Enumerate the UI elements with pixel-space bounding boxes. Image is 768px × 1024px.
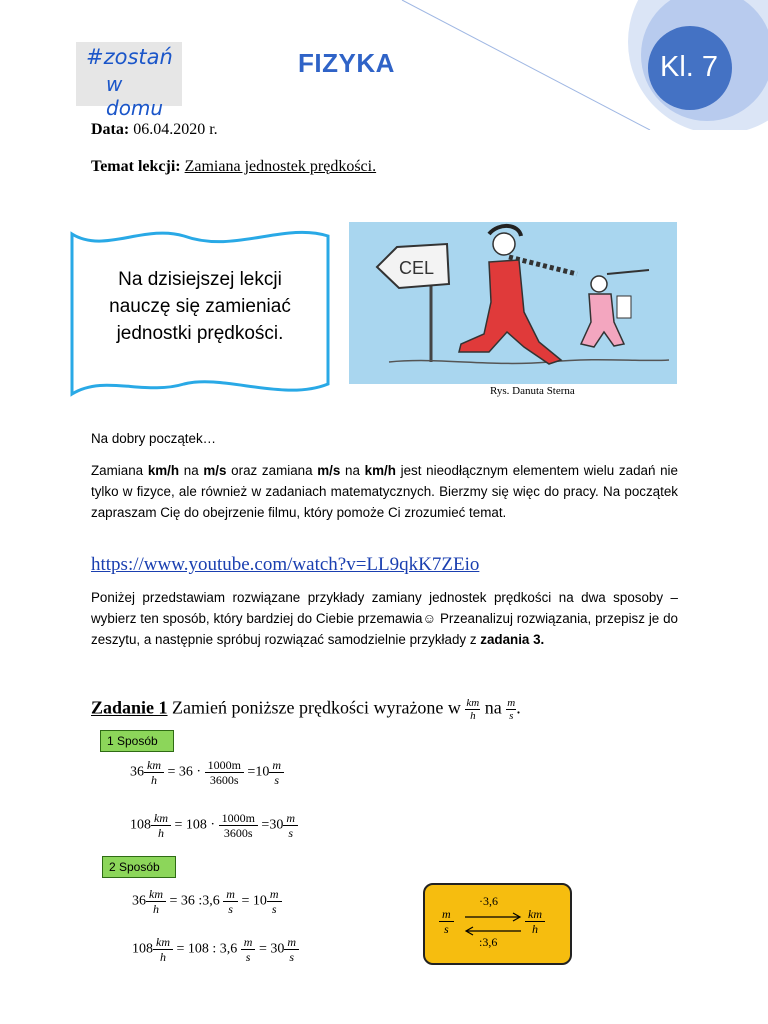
m2e2-result-den: s [289,950,295,964]
m2e2-unit-2-den: s [245,950,251,964]
m1e2-result: =30 [261,817,284,833]
instructions-paragraph [91,587,678,650]
m1e1-value: 36 [130,764,144,780]
p1-text-d: na [340,463,365,478]
p1-text-a: Zamiana [91,463,148,478]
m1e1-result: =10 [247,764,270,780]
date-row [91,121,218,139]
m2e2-result-num: m [284,935,299,950]
m2e2-eq-2: = [258,941,267,957]
intro-paragraph [91,460,678,523]
m1e2-fraction-den: 3600s [223,826,253,840]
unit-from-den: h [470,710,476,722]
m1e2-result-unit [283,811,298,840]
conversion-diagram [423,883,572,965]
m1e1-unit [144,758,164,787]
m2e2-unit [153,935,173,964]
p2-text: Poniżej przedstawiam rozwiązane przykłady zamiany jednostek prędkości na dwa sposoby – wybierz ten sposób, który bardziej do Ciebie przemawia☺ Przeanalizuj rozwiązania, przepisz je do zeszytu, a następnie spróbuj rozwiązać samodzielnie przykłady z [91,590,678,647]
m2e1-result: 10 [252,893,267,909]
bubble-line-2: nauczę się zamieniać [109,296,291,317]
m1e2-result-den: s [288,826,293,840]
task-1-text: Zamień poniższe prędkości wyrażone w [167,697,466,718]
m2e1-value: 36 [132,893,146,909]
m1e2-result-num: m [283,811,298,826]
m1e1-unit-den: h [151,773,157,787]
method-1-tag: 1 Sposób [100,730,174,752]
m2e2-value: 108 [132,941,153,957]
topic-row [91,158,376,176]
m1e2-unit-num: km [151,811,171,826]
method-2-equation-1 [132,887,282,916]
illustration [349,222,677,384]
m1e2-value: 108 [130,817,151,833]
task-1-heading [91,697,521,722]
p1-unit-kmh-2: km/h [364,463,396,478]
m1e1-fraction-den: 3600s [209,773,239,787]
topic-value: Zamiana jednostek prędkości. [184,158,377,175]
p1-text-e: jest nieodłącznym elementem wielu zadań nie tylko w fizyce, ale również w zadaniach matematycznych. Bierzmy się więc do pracy. Na początek zapraszam Cię do obejrzenie filmu, który pomoże Ci zrozumieć temat. [91,463,678,520]
method-2-tag: 2 Sposób [102,856,176,878]
class-badge: Kl. 7 [660,51,719,83]
m1e1-eq: = [167,764,176,780]
conv-right-den: h [532,922,538,936]
m2e2-unit-den: h [160,950,166,964]
logo-line-2: w domu [106,72,164,120]
bubble-line-3: jednostki prędkości. [116,323,284,344]
m2e2-result-unit [284,935,299,964]
date-value: 06.04.2020 r. [133,121,218,138]
task-1-end: . [516,697,521,718]
m2e1-eq: = [169,893,178,909]
m2e1-result-den: s [271,902,277,916]
m1e1-unit-num: km [144,758,164,773]
unit-to-den: s [509,710,514,722]
m2e1-div: 36 :3,6 [180,893,220,909]
unit-from [465,697,480,722]
m2e1-eq-2: = [241,893,250,909]
m2e1-unit-den: h [153,902,159,916]
task-1-label: Zadanie 1 [91,697,168,718]
logo-line-1: #zostań [86,45,173,69]
conv-left-num: m [439,907,454,922]
p1-unit-ms: m/s [203,463,227,478]
stay-home-logo [76,42,182,120]
m2e1-unit-2 [223,887,238,916]
m1e1-fraction [205,758,244,787]
method-1-equation-2 [130,811,298,840]
topic-label: Temat lekcji: [91,158,181,175]
unit-from-num: km [466,697,480,709]
conv-bottom-op: :3,6 [479,935,498,949]
bubble-text [80,266,320,347]
conv-left-den: s [444,922,449,936]
conv-top-op: ·3,6 [479,894,498,908]
greeting: Na dobry początek… [91,431,217,446]
m1e1-result-num: m [269,758,284,773]
conv-arrows [463,909,523,939]
signpost-text: CEL [399,258,435,278]
m1e2-eq: = [174,817,183,833]
unit-to-num: m [507,697,516,709]
illustration-caption: Rys. Danuta Sterna [490,385,575,397]
date-label: Data: [91,121,130,138]
conv-right-num: km [525,907,545,922]
m2e1-unit-2-num: m [223,887,238,902]
m2e2-result: 30 [270,941,285,957]
m2e1-result-unit [267,887,282,916]
m1e1-mult: 36 · [178,764,202,780]
m1e2-fraction [219,811,258,840]
youtube-link[interactable]: https://www.youtube.com/watch?v=LL9qkK7ZEio [91,554,480,575]
m1e2-unit [151,811,171,840]
p1-unit-kmh: km/h [147,463,180,478]
m1e2-unit-den: h [158,826,164,840]
m2e2-unit-2 [241,935,256,964]
p1-text-c: oraz zamiana [226,463,318,478]
method-2-equation-2 [132,935,299,964]
illustration-drawing [349,222,677,384]
m2e2-div: 108 : 3,6 [187,941,238,957]
p1-text-b: na [179,463,204,478]
m2e2-unit-num: km [153,935,173,950]
m2e1-unit [146,887,166,916]
conv-left-unit [439,907,454,936]
unit-to [506,697,516,722]
m1e2-mult: 108 · [185,817,216,833]
m1e2-fraction-num: 1000m [219,811,258,826]
m2e2-eq: = [176,941,185,957]
m1e1-result-unit [269,758,284,787]
method-1-equation-1 [130,758,284,787]
p2-task-ref: zadania 3. [480,632,545,647]
m2e2-unit-2-num: m [241,935,256,950]
conv-right-unit [525,907,545,936]
m2e1-unit-num: km [146,887,166,902]
bubble-line-1: Na dzisiejszej lekcji [118,269,282,290]
subject-title: FIZYKA [298,48,395,78]
m2e1-unit-2-den: s [228,902,233,916]
m1e1-fraction-num: 1000m [205,758,244,773]
m1e1-result-den: s [274,773,279,787]
m2e1-result-num: m [267,887,282,902]
p1-unit-ms-2: m/s [317,463,341,478]
task-1-mid: na [480,697,507,718]
